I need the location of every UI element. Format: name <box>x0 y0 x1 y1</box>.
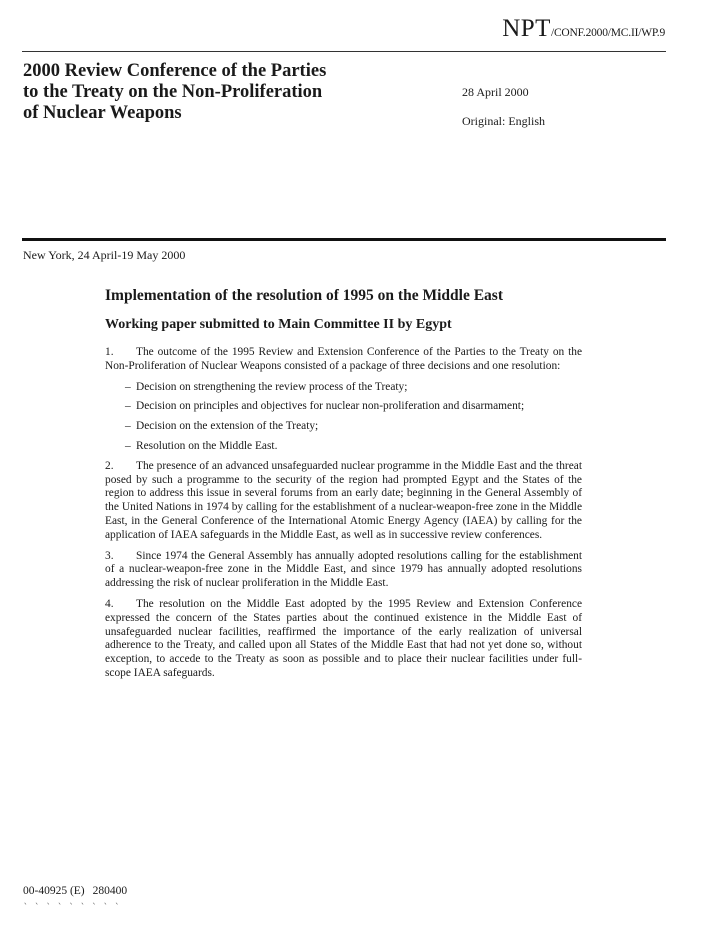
document-meta <box>462 85 545 129</box>
dash-bullet: – <box>125 380 131 393</box>
header-rule <box>22 51 666 52</box>
dash-bullet: – <box>125 420 131 433</box>
paragraph-text: Since 1974 the General Assembly has annually adopted resolutions calling for the establishment of a nuclear-weapon-free zone in the Middle East, and since 1979 has annually adopted resolutions addressing the risk of nuclear proliferation in the Middle East. <box>105 549 582 590</box>
paragraph-4 <box>105 598 582 681</box>
document-date: 28 April 2000 <box>462 85 529 99</box>
paragraph-text: The outcome of the 1995 Review and Extension Conference of the Parties to the Treaty on the Non-Proliferation of Nuclear Weapons consisted of a package of three decisions and one resolution: <box>105 346 582 372</box>
document-body <box>105 286 582 688</box>
conference-title <box>23 61 403 124</box>
paragraph-number: 1. <box>105 346 114 358</box>
paragraph-1 <box>105 346 582 374</box>
list-item-text: Resolution on the Middle East. <box>136 439 278 452</box>
list-item <box>105 420 582 434</box>
barcode: ` ` ` ` ` ` ` ` ` <box>23 903 121 913</box>
document-title: Implementation of the resolution of 1995 on the Middle East <box>105 287 503 304</box>
paragraph-3 <box>105 550 582 591</box>
dash-bullet: – <box>125 400 131 413</box>
conference-title-line: 2000 Review Conference of the Parties <box>23 61 327 81</box>
conference-title-line: of Nuclear Weapons <box>23 103 182 123</box>
list-item-text: Decision on strengthening the review process of the Treaty; <box>136 380 408 393</box>
list-item <box>105 400 582 414</box>
paragraph-text: The resolution on the Middle East adopted by the 1995 Review and Extension Conference expressed the concern of the States parties about the continued existence in the Middle East of unsafeguarded nuclear facilities, reaffirmed the importance of the early realization of universal adherence to the Treaty, and called upon all States of the Middle East that had not yet done so, without exception, to accede to the Treaty as soon as possible and to place their nuclear facilities under full-scope IAEA safeguards. <box>105 597 582 679</box>
venue-dates: New York, 24 April-19 May 2000 <box>23 248 186 262</box>
venue-rule <box>22 238 666 241</box>
document-subtitle: Working paper submitted to Main Committee II by Egypt <box>105 317 452 332</box>
original-language: Original: English <box>462 114 545 128</box>
document-symbol <box>502 16 665 41</box>
list-item <box>105 440 582 454</box>
list-item <box>105 381 582 395</box>
paragraph-text: The presence of an advanced unsafeguarded nuclear programme in the Middle East and the threat posed by such a programme to the security of the region had prompted Egypt and the States of the region to address this issue in several forums from an early date; beginning in the General Assembly of the United Nations in 1974 by calling for the establishment of a nuclear-weapon-free zone in the Middle East, in the General Conference of the International Atomic Energy Agency (IAEA) by calling for the application of IAEA safeguards in the Middle East, as well as in successive review conferences. <box>105 459 582 541</box>
dash-bullet: – <box>125 439 131 452</box>
paragraph-number: 4. <box>105 597 114 610</box>
conference-title-line: to the Treaty on the Non-Proliferation <box>23 82 323 102</box>
footer-job-line <box>23 885 127 897</box>
list-item-text: Decision on principles and objectives for nuclear non-proliferation and disarmament; <box>136 400 525 413</box>
paragraph-number: 2. <box>105 459 114 472</box>
symbol-main: NPT <box>502 15 551 42</box>
decision-list <box>105 381 582 454</box>
symbol-reference: /CONF.2000/MC.II/WP.9 <box>550 27 665 39</box>
paragraph-number: 3. <box>105 549 114 562</box>
date-code: 280400 <box>92 885 128 897</box>
job-number: 00-40925 (E) <box>23 885 85 897</box>
list-item-text: Decision on the extension of the Treaty; <box>136 420 319 433</box>
paragraph-2 <box>105 460 582 543</box>
